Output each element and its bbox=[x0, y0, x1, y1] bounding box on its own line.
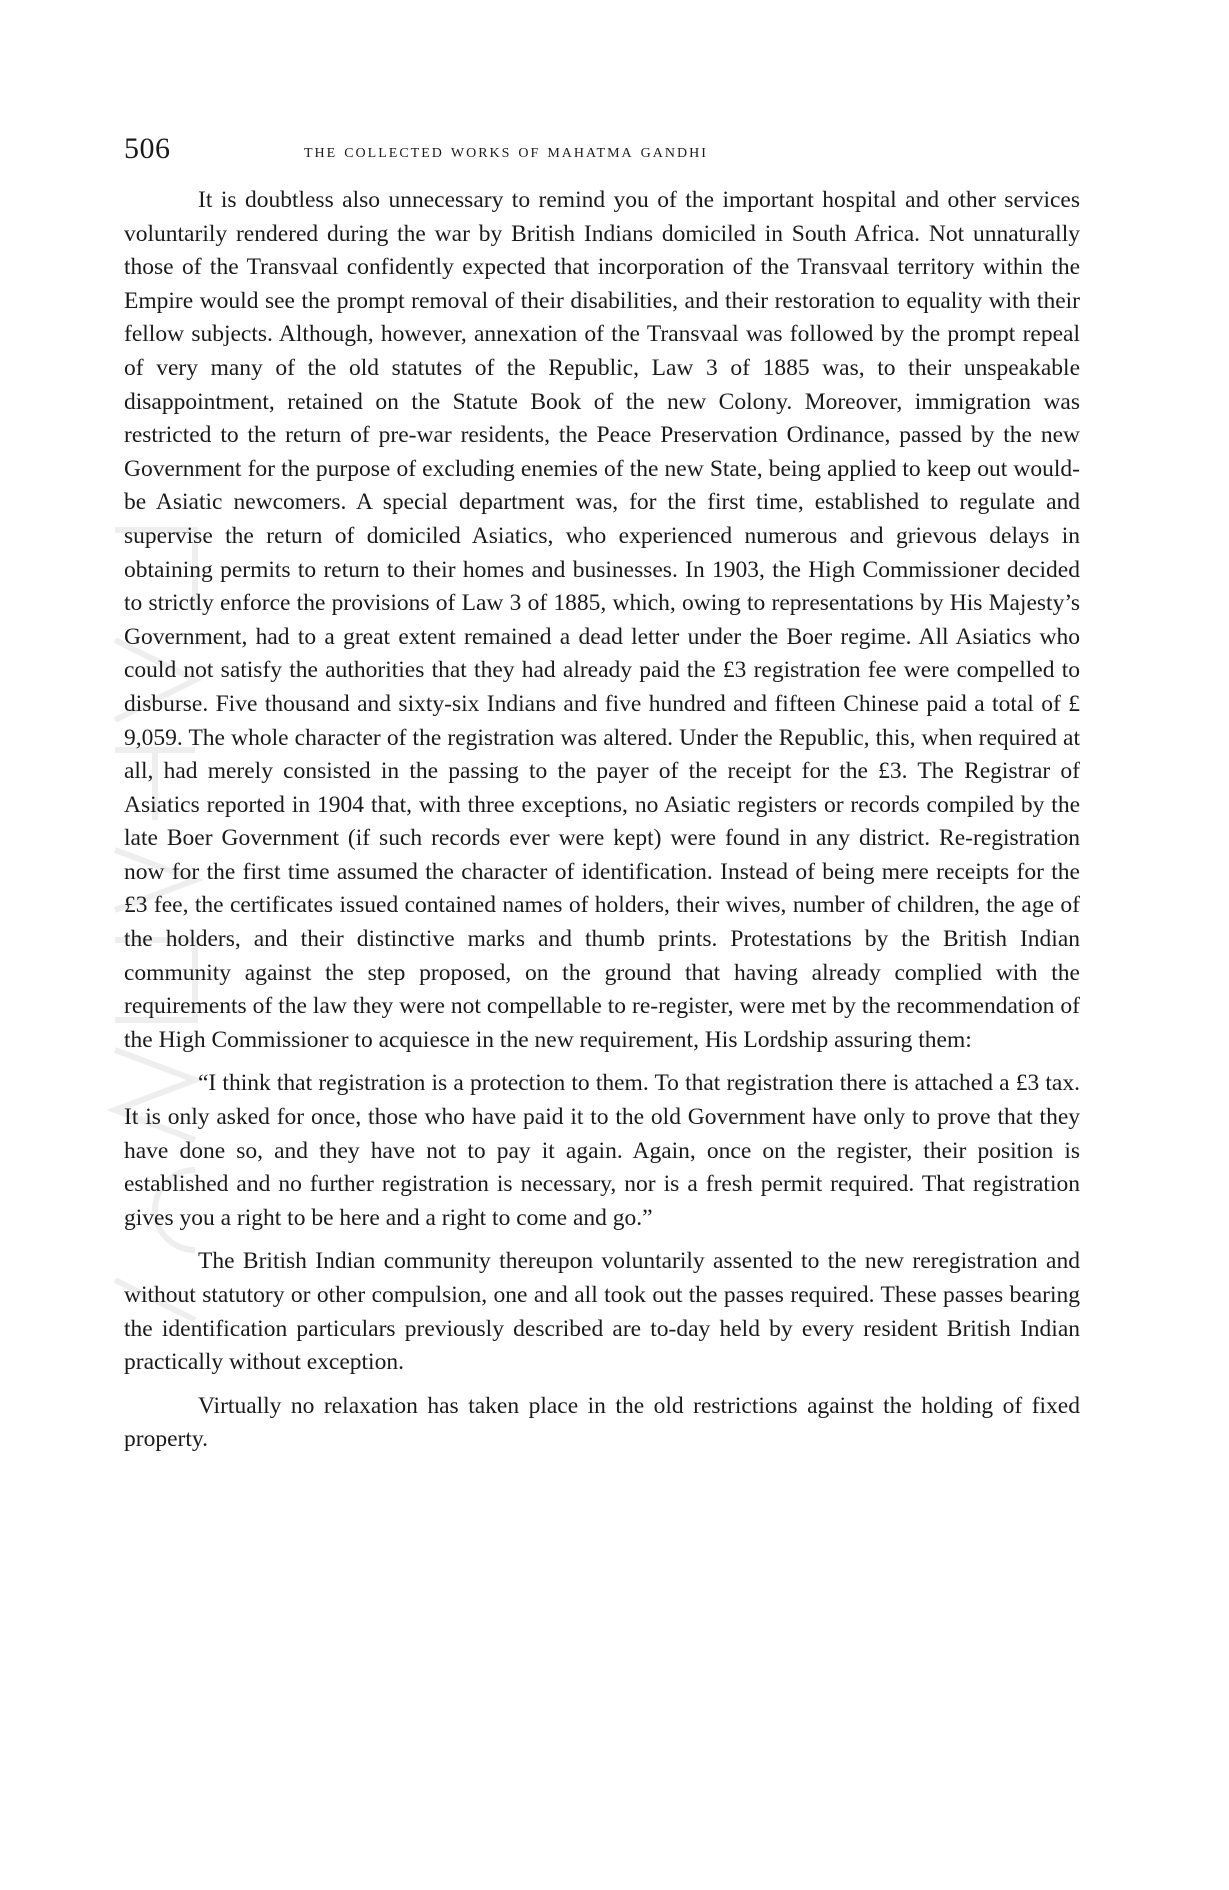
paragraph-registration-history: It is doubtless also unnecessary to remind you of the important hospital and other services voluntarily rendered during the war by British Indians domiciled in South Africa. Not unnaturally those of the Transvaal confidently expected that incorporation of the Transvaal territory within the Empire would see the prompt removal of their disabilities, and their restoration to equality with their fellow subjects. Although, however, annexation of the Transvaal was followed by the prompt repeal of very many of the old statutes of the Republic, Law 3 of 1885 was, to their unspeakable disappointment, retained on the Statute Book of the new Colony. Moreover, immigration was restricted to the return of pre-war residents, the Peace Preservation Ordinance, passed by the new Government for the purpose of excluding enemies of the new State, being applied to keep out would-be Asiatic newcomers. A special department was, for the first time, established to regulate and supervise the return of domiciled Asiatics, who experienced numerous and grievous delays in obtaining permits to return to their homes and businesses. In 1903, the High Commissioner decided to strictly enforce the provisions of Law 3 of 1885, which, owing to representations by His Majesty’s Government, had to a great extent remained a dead letter under the Boer regime. All Asiatics who could not satisfy the authorities that they had already paid the £3 registration fee were compelled to disburse. Five thousand and sixty-six Indians and five hundred and fifteen Chinese paid a total of £ 9,059. The whole character of the registration was altered. Under the Republic, this, when required at all, had merely consisted in the passing to the payer of the receipt for the £3. The Registrar of Asiatics reported in 1904 that, with three exceptions, no Asiatic registers or records compiled by the late Boer Government (if such records ever were kept) were found in any district. Re-registration now for the first time assumed the character of identification. Instead of being mere receipts for the £3 fee, the certificates issued contained names of holders, their wives, number of children, the age of the holders, and their distinctive marks and thumb prints. Protestations by the British Indian community against the step proposed, on the ground that having already complied with the requirements of the law they were not compellable to re-register, were met by the recommendation of the High Commissioner to acquiesce in the new requirement, His Lordship assuring them: bbox=[124, 187, 1080, 1053]
page-header bbox=[124, 132, 1080, 172]
page-body bbox=[124, 184, 1080, 1457]
paragraph-fixed-property: Virtually no relaxation has taken place in the old restrictions against the holding of fixed property. bbox=[124, 1392, 1080, 1453]
page-number: 506 bbox=[124, 132, 171, 165]
quotation-high-commissioner: “I think that registration is a protection to them. To that registration there is attached a £3 tax. It is only asked for once, those who have paid it to the old Government have only to prove that they have done so, and they have not to pay it again. Again, once on the register, their position is established and no further registration is necessary, nor is a fresh permit required. That registration gives you a right to be here and a right to come and go.” bbox=[124, 1070, 1080, 1231]
running-title: the collected works of mahatma gandhi bbox=[304, 140, 708, 162]
paragraph-re-registration: The British Indian community thereupon voluntarily assented to the new reregistration and without statutory or other compulsion, one and all took out the passes required. These passes bearing the identification particulars previously described are to-day held by every resident British Indian practically without exception. bbox=[124, 1248, 1080, 1376]
